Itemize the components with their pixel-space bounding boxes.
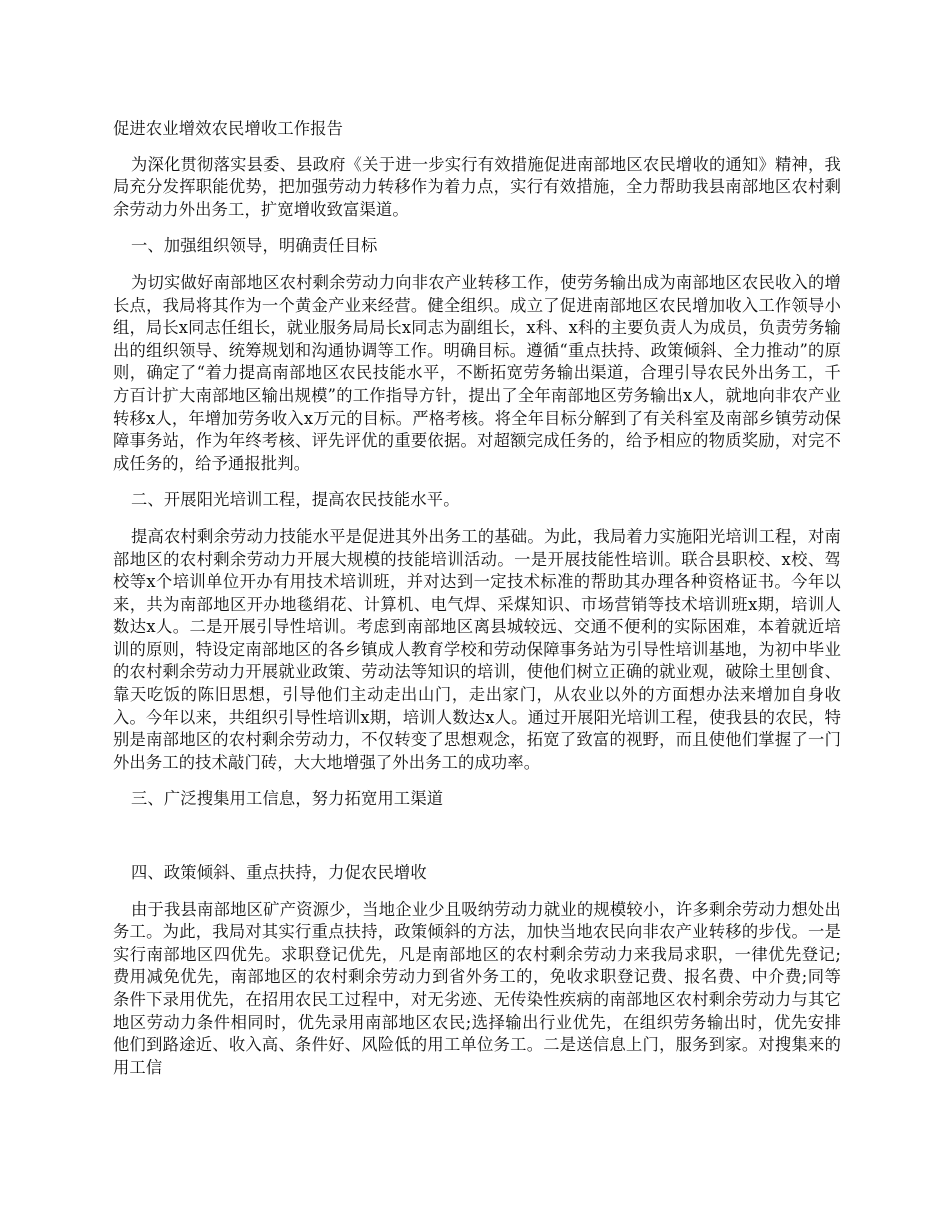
- section-3-heading: 三、广泛搜集用工信息，努力拓宽用工渠道: [131, 789, 444, 809]
- section-1-body: 为切实做好南部地区农村剩余劳动力向非农产业转移工作，使劳务输出成为南部地区农民收入的增长点，我局将其作为一个黄金产业来经营。健全组织。成立了促进南部地区农民增加收入工作领导小组，局长x同志任组长，就业服务局局长x同志为副组长，x科、x科的主要负责人为成员，负责劳务输出的组织领导、统筹规划和沟通协调等工作。明确目标。遵循“重点扶持、政策倾斜、全力推动”的原则，确定了“着力提高南部地区农民技能水平，不断拓宽劳务输出渠道，合理引导农民外出务工，千方百计扩大南部地区输出规模”的工作指导方针，提出了全年南部地区劳务输出x人，就地向非农产业转移x人，年增加劳务收入x万元的目标。严格考核。将全年目标分解到了有关科室及南部乡镇劳动保障事务站，作为年终考核、评先评优的重要依据。对超额完成任务的，给予相应的物质奖励，对完不成任务的，给予通报批判。: [113, 272, 841, 473]
- intro-paragraph: 为深化贯彻落实县委、县政府《关于进一步实行有效措施促进南部地区农民增收的通知》精神，我局充分发挥职能优势，把加强劳动力转移作为着力点，实行有效措施，全力帮助我县南部地区农村剩余劳动力外出务工，扩宽增收致富渠道。: [113, 154, 841, 219]
- section-2-body: 提高农村剩余劳动力技能水平是促进其外出务工的基础。为此，我局着力实施阳光培训工程，对南部地区的农村剩余劳动力开展大规模的技能培训活动。一是开展技能性培训。联合县职校、x校、驾校等x个培训单位开办有用技术培训班，并对达到一定技术标准的帮助其办理各种资格证书。今年以来，共为南部地区开办地毯绢花、计算机、电气焊、采煤知识、市场营销等技术培训班x期，培训人数达x人。二是开展引导性培训。考虑到南部地区离县城较远、交通不便利的实际困难，本着就近培训的原则，特设定南部地区的各乡镇成人教育学校和劳动保障事务站为引导性培训基地，为初中毕业的农村剩余劳动力开展就业政策、劳动法等知识的培训，使他们树立正确的就业观，破除土里刨食、靠天吃饭的陈旧思想，引导他们主动走出山门，走出家门，从农业以外的方面想办法来增加自身收入。今年以来，共组织引导性培训x期，培训人数达x人。通过开展阳光培训工程，使我县的农民，特别是南部地区的农村剩余劳动力，不仅转变了思想观念，拓宽了致富的视野，而且使他们掌握了一门外出务工的技术敲门砖，大大地增强了外出务工的成功率。: [113, 526, 841, 772]
- section-4-heading: 四、政策倾斜、重点扶持，力促农民增收: [131, 863, 427, 883]
- section-3-empty-body: [113, 825, 841, 862]
- section-2-heading: 二、开展阳光培训工程，提高农民技能水平。: [131, 490, 460, 510]
- document-page: [113, 118, 841, 1093]
- section-4-body: 由于我县南部地区矿产资源少，当地企业少且吸纳劳动力就业的规模较小，许多剩余劳动力想处出务工。为此，我局对其实行重点扶持，政策倾斜的方法，加快当地农民向非农产业转移的步伐。一是实行南部地区四优先。求职登记优先，凡是南部地区的农村剩余劳动力来我局求职，一律优先登记;费用减免优先，南部地区的农村剩余劳动力到省外务工的，免收求职登记费、报名费、中介费;同等条件下录用优先，在招用农民工过程中，对无劣迹、无传染性疾病的南部地区农村剩余劳动力与其它地区劳动力条件相同时，优先录用南部地区农民;选择输出行业优先，在组织劳务输出时，优先安排他们到路途近、收入高、条件好、风险低的用工单位务工。二是送信息上门，服务到家。对搜集来的用工信: [113, 899, 841, 1077]
- section-1-heading: 一、加强组织领导，明确责任目标: [131, 236, 378, 256]
- document-title: 促进农业增效农民增收工作报告: [113, 119, 344, 138]
